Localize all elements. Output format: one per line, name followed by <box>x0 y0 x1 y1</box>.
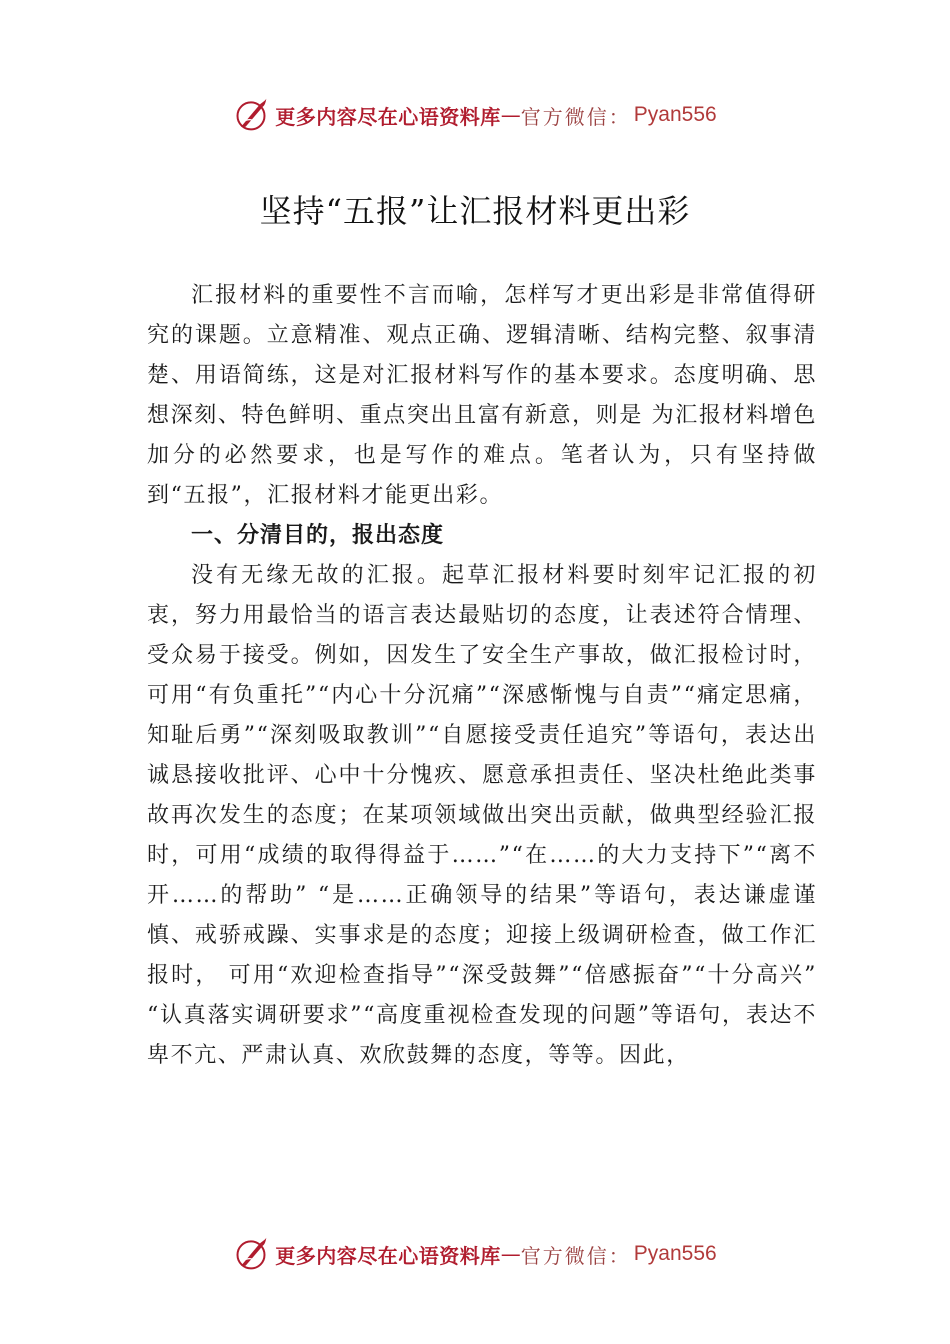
quill-logo-icon <box>233 1236 269 1272</box>
banner-wechat-label: 官方微信： <box>520 104 631 129</box>
quill-logo-icon <box>233 97 269 133</box>
banner-wechat-id: Pyan556 <box>633 103 717 126</box>
banner-wechat-id: Pyan556 <box>633 1242 717 1265</box>
banner-dash: — <box>500 1242 521 1266</box>
document-body <box>147 276 817 1076</box>
document-title: 坚持“五报”让汇报材料更出彩 <box>259 192 691 230</box>
banner-main-text: 更多内容尽在心语资料库 <box>275 104 501 129</box>
banner-dash: — <box>500 103 521 127</box>
section-1-paragraph: 没有无缘无故的汇报。起草汇报材料要时刻牢记汇报的初衷，努力用最恰当的语言表达最贴切的态度，让表述符合情理、受众易于接受。例如，因发生了安全生产事故，做汇报检讨时，可用“有负重托”“内心十分沉痛”“深感惭愧与自责”“痛定思痛，知耻后勇”“深刻吸取教训”“自愿接受责任追究”等语句，表达出诚恳接收批评、心中十分愧疚、愿意承担责任、坚决杜绝此类事故再次发生的态度；在某项领域做出突出贡献，做典型经验汇报时，可用“成绩的取得得益于……”“在……的大力支持下”“离不开……的帮助” “是……正确领导的结果”等语句，表达谦虚谨慎、戒骄戒躁、实事求是的态度；迎接上级调研检查，做工作汇报时， 可用“欢迎检查指导”“深受鼓舞”“倍感振奋”“十分高兴” “认真落实调研要求”“高度重视检查发现的问题”等语句，表达不卑不亢、严肃认真、欢欣鼓舞的态度，等等。因此， <box>147 563 817 1068</box>
banner-main-text: 更多内容尽在心语资料库 <box>275 1243 501 1268</box>
intro-paragraph: 汇报材料的重要性不言而喻，怎样写才更出彩是非常值得研究的课题。立意精准、观点正确、逻辑清晰、结构完整、叙事清楚、用语简练，这是对汇报材料写作的基本要求。态度明确、思想深刻、特色鲜明、重点突出且富有新意，则是 为汇报材料增色加分的必然要求，也是写作的难点。笔者认为，只有坚持做到“五报”，汇报材料才能更出彩。 <box>147 283 817 508</box>
banner-wechat-label: 官方微信： <box>520 1243 631 1268</box>
section-heading-1: 一、分清目的，报出态度 <box>191 523 445 548</box>
header-banner <box>0 93 950 137</box>
footer-banner <box>0 1232 950 1276</box>
